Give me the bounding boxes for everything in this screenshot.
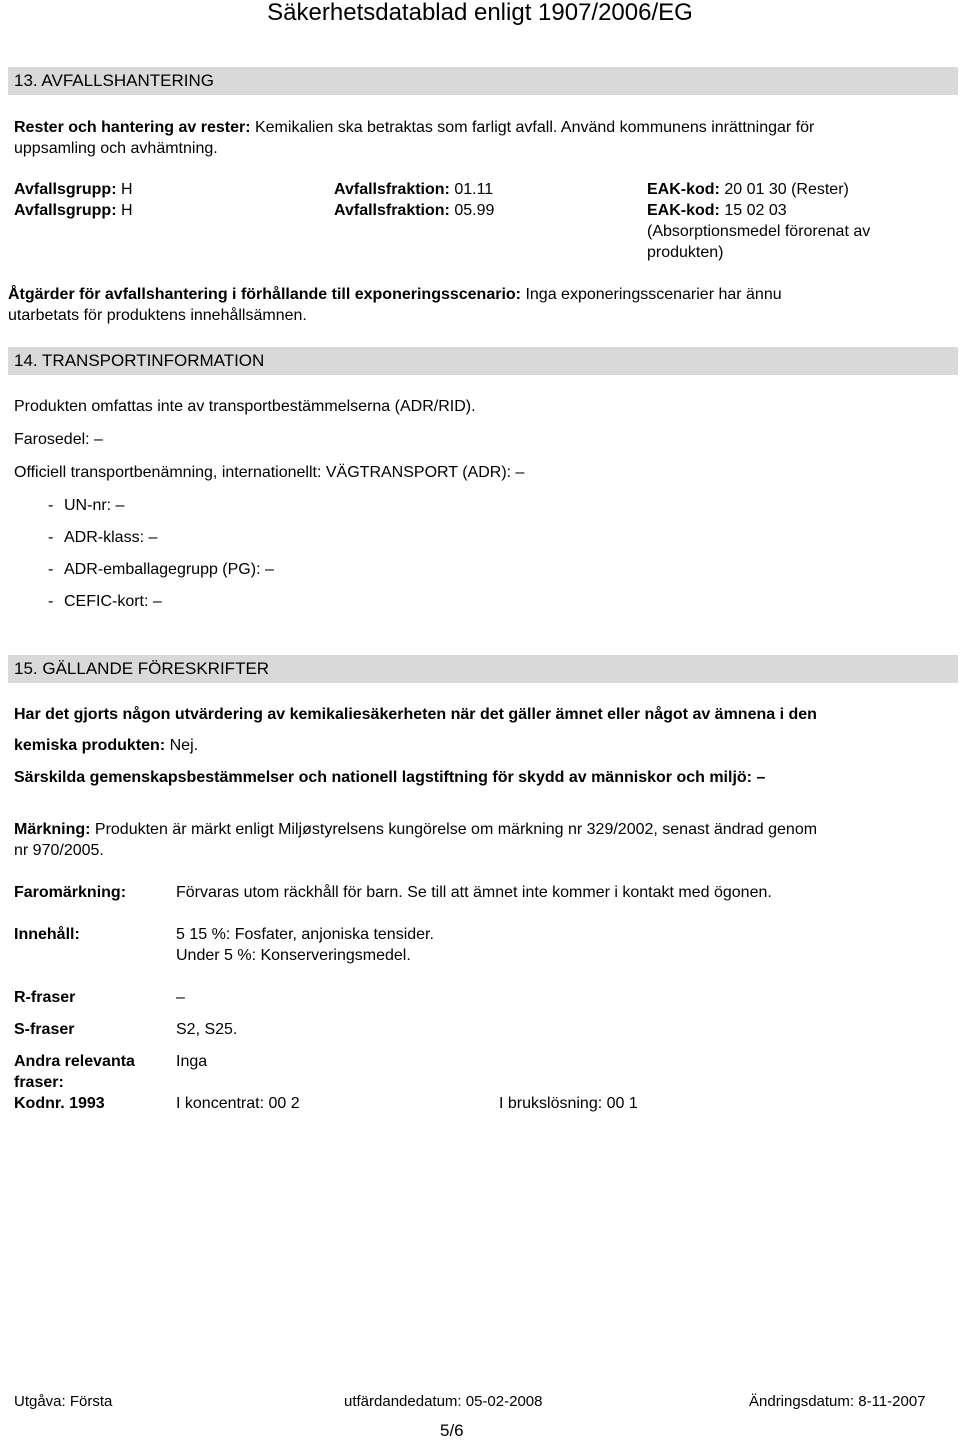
eak-kod-label: EAK-kod:: [647, 181, 720, 198]
eak-kod-1: [647, 179, 849, 200]
rfraser-label: R-fraser: [14, 989, 76, 1006]
eak-kod-value: 15 02 03: [724, 202, 787, 219]
markning-text-2: nr 970/2005.: [14, 842, 104, 859]
markning-paragraph: [14, 819, 944, 840]
andra-fraser-label-2: fraser:: [14, 1074, 64, 1091]
list-item: [14, 527, 274, 559]
sfraser-value: S2, S25.: [176, 1021, 238, 1038]
footer-utgava: Utgåva: Första: [14, 1393, 113, 1410]
rfraser-value: –: [176, 989, 185, 1006]
section-15-heading: 15. GÄLLANDE FÖRESKRIFTER: [8, 655, 958, 683]
markning-text-1: Produkten är märkt enligt Miljøstyrelsens kungörelse om märkning nr 329/2002, senast ändrad genom: [94, 821, 818, 838]
footer-andringsdatum: Ändringsdatum: 8-11-2007: [749, 1393, 926, 1410]
transport-intro: Produkten omfattas inte av transportbestämmelserna (ADR/RID).: [14, 398, 476, 415]
list-item: [14, 591, 274, 623]
innehall-value-1: 5 15 %: Fosfater, anjoniska tensider.: [176, 926, 434, 943]
utvardering-question-1: Har det gjorts någon utvärdering av kemikaliesäkerheten när det gäller ämnet eller något av ämnena i den: [14, 706, 817, 723]
koncentrat-value: I koncentrat: 00 2: [176, 1095, 300, 1112]
list-item: [14, 559, 274, 591]
avfallsgrupp-label: Avfallsgrupp:: [14, 202, 117, 219]
list-item-text: ADR-emballagegrupp (PG): –: [64, 561, 274, 578]
avfallsfraktion-1: [334, 179, 493, 200]
rester-text-1: Kemikalien ska betraktas som farligt avfall. Använd kommunens inrättningar för: [254, 119, 815, 136]
list-item-text: ADR-klass: –: [64, 529, 158, 546]
brukslosning-value: I brukslösning: 00 1: [499, 1095, 638, 1112]
avfallsgrupp-value: H: [120, 202, 133, 219]
avfallsgrupp-label: Avfallsgrupp:: [14, 181, 117, 198]
avfallsgrupp-2: [14, 200, 133, 221]
faromarkning-value: Förvaras utom räckhåll för barn. Se till att ämnet inte kommer i kontakt med ögonen.: [176, 884, 772, 901]
rester-text-2: uppsamling och avhämtning.: [14, 140, 218, 157]
rester-paragraph: [14, 117, 944, 138]
avfallsfraktion-value: 05.99: [454, 202, 495, 219]
atgarder-text-1: Inga exponeringsscenarier har ännu: [525, 286, 782, 303]
list-dash: -: [48, 529, 54, 546]
list-item-text: UN-nr: –: [64, 497, 125, 514]
list-item: [14, 495, 274, 527]
atgarder-label: Åtgärder för avfallshantering i förhållande till exponeringsscenario:: [8, 286, 521, 303]
avfallsgrupp-1: [14, 179, 133, 200]
innehall-label: Innehåll:: [14, 926, 80, 943]
section-13-heading: 13. AVFALLSHANTERING: [8, 67, 958, 95]
atgarder-text-2: utarbetats för produktens innehållsämnen.: [8, 307, 307, 324]
avfallsfraktion-label: Avfallsfraktion:: [334, 202, 450, 219]
atgarder-paragraph: [8, 284, 948, 305]
faromarkning-label: Faromärkning:: [14, 884, 127, 901]
page-number: 5/6: [440, 1421, 464, 1440]
eak-kod-2: [647, 200, 787, 221]
farosedel: Farosedel: –: [14, 431, 103, 448]
avfallsfraktion-label: Avfallsfraktion:: [334, 181, 450, 198]
section-14-heading: 14. TRANSPORTINFORMATION: [8, 347, 958, 375]
transport-list: [14, 495, 274, 623]
utvardering-answer: Nej.: [169, 737, 199, 754]
eak-note-1: (Absorptionsmedel förorenat av: [647, 223, 871, 240]
list-dash: -: [48, 593, 54, 610]
innehall-value-2: Under 5 %: Konserveringsmedel.: [176, 947, 411, 964]
rester-label: Rester och hantering av rester:: [14, 119, 251, 136]
eak-note-2: produkten): [647, 244, 724, 261]
utvardering-question-2: [14, 735, 198, 756]
list-dash: -: [48, 561, 54, 578]
avfallsgrupp-value: H: [120, 181, 133, 198]
andra-fraser-label-1: Andra relevanta: [14, 1053, 135, 1070]
avfallsfraktion-2: [334, 200, 494, 221]
footer-utfardandedatum: utfärdandedatum: 05-02-2008: [344, 1393, 543, 1410]
list-item-text: CEFIC-kort: –: [64, 593, 162, 610]
kodnr-label: Kodnr. 1993: [14, 1095, 105, 1112]
document-title: Säkerhetsdatablad enligt 1907/2006/EG: [267, 0, 693, 26]
sfraser-label: S-fraser: [14, 1021, 75, 1038]
list-dash: -: [48, 497, 54, 514]
officiell-benamning: Officiell transportbenämning, internationellt: VÄGTRANSPORT (ADR): –: [14, 464, 525, 481]
markning-label: Märkning:: [14, 821, 91, 838]
eak-kod-label: EAK-kod:: [647, 202, 720, 219]
eak-kod-value: 20 01 30 (Rester): [724, 181, 849, 198]
avfallsfraktion-value: 01.11: [454, 181, 494, 198]
andra-fraser-value: Inga: [176, 1053, 208, 1070]
utvardering-label: kemiska produkten:: [14, 737, 166, 754]
sarskilda-bestammelser: Särskilda gemenskapsbestämmelser och nationell lagstiftning för skydd av människor och miljö: –: [14, 769, 766, 786]
